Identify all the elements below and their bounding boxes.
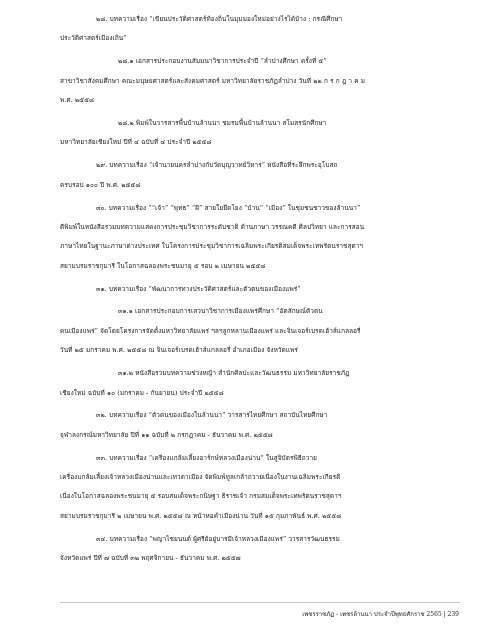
entry-30-title: ๓๐. บทความเรื่อง ““เจ้า” “พุทธ” “ผี” สายใยยึดโยง “บ้าน” “เมือง” ในชุมชนชาวของล้านนา” bbox=[96, 203, 361, 212]
entry-32-cont: จุฬาลงกรณ์มหาวิทยาลัย ปีที่ ๑๑ ฉบับที่ ๒ กรกฎาคม - ธันวาคม พ.ศ. ๒๕๕๘ bbox=[60, 430, 273, 439]
entry-28-1-cont: สาขาวิชาสังคมศึกษา คณะมนุษยศาสตร์และสังคมศาสตร์ มหาวิทยาลัยราชภัฏลำปาง วันที่ ๒๒ ก ร ก ฎ า ค ม bbox=[60, 76, 366, 85]
footer-divider bbox=[60, 602, 460, 603]
entry-28-1-date: พ.ศ. ๒๕๕๘ bbox=[60, 96, 95, 105]
entry-28-2: ๒๘.๒ พิมพ์ในวารสารพื้นบ้านล้านนา ชมรมพื้นบ้านล้านนา สโมสรนักศึกษา bbox=[118, 118, 327, 127]
entry-31-1-cont-2: วันที่ ๒๕ มกราคม พ.ศ. ๒๕๕๘ ณ จินเจอร์เบรดเฮ้าส์แกลลอรี่ อำเภอเมือง จังหวัดแพร่ bbox=[60, 346, 298, 355]
entry-31-title: ๓๑. บทความเรื่อง “พัฒนาการทางประวัติศาสตร์และตัวตนของเมืองแพร่” bbox=[96, 284, 301, 293]
entry-29-title: ๒๙. บทความเรื่อง “เจ้านายนครลำปางกับวัดบุญวาทย์วิหาร” หนังสือที่ระลึกพระอุโบสถ bbox=[96, 161, 338, 170]
entry-34-title: ๓๔. บทความเรื่อง “พญาไชยนนต์ ผู้ศรีย้อยู่บารมีเจ้าหลวงเมืองแพร่” วารสารวัฒนธรรม bbox=[96, 534, 340, 543]
entry-32-title: ๓๒. บทความเรื่อง “ตัวตนของเมืองในล้านนา” วารสารไทยศึกษา สถาบันไทยศึกษา bbox=[96, 411, 328, 420]
entry-31-1: ๓๑.๑ เอกสารประกอบการเสวนาวิชาการเมืองแพร่ศึกษา “อัตลักษณ์ตัวตน bbox=[118, 307, 323, 316]
entry-33-title: ๓๓. บทความเรื่อง “เครื่องแกล้มเลี้ยงอาร์กษ์หลวงเมืองน่าน” ในสูจิบัตรพิธีถวาย bbox=[96, 453, 317, 462]
entry-28-1: ๒๘.๑ เอกสารประกอบงานสัมมนาวิชาการประจำปี “ลำปางศึกษา ครั้งที่ ๕” bbox=[118, 57, 327, 66]
entry-29-cont: ครบรอบ ๑๐๐ ปี พ.ศ. ๒๕๕๘ bbox=[60, 180, 141, 189]
entry-33-cont-2: เนื่องในโอกาสฉลองพระชนมายุ ๕ รอบสมเด็จพระกนิษฐา ธิราชเจ้า กรมสมเด็จพระเทพรัตนราชสุดาฯ bbox=[60, 492, 342, 501]
entry-34-cont: จังหวัดแพร่ ปีที่ ๗ ฉบับที่ ๓๒ พฤศจิกายน - ธันวาคม พ.ศ. ๒๕๕๗ bbox=[60, 554, 241, 563]
page-footer: เพชรราชภัฏ - เพชรล้านนา ประจำปีพุทธศักราช 2565 | 239 bbox=[302, 611, 459, 618]
entry-33-cont-1: เครื่องแกล้มเลี้ยงเจ้าหลวงเมืองน่านและเทวดาเมือง จัดพิมพ์ทูลเกล้าถวายเนื่องในงานเฉลิมพระเกียรติ bbox=[60, 473, 341, 482]
entry-28-title-cont: ประวัติศาสตร์เมืองเถิน” bbox=[60, 34, 127, 43]
entry-30-cont-1: ตีพิมพ์ในหนังสือรวมบทความแสดงการประชุมวิชาการระดับชาติ ด้านภาษา วรรณคดี ศิลปวิทยา และการสอน bbox=[60, 222, 365, 231]
body-text bbox=[60, 10, 460, 569]
entry-28-title: ๒๘. บทความเรื่อง “เขียนประวัติศาสตร์ท้องถิ่นในมุมมองใหม่อย่างไรได้บ้าง : กรณีศึกษา bbox=[96, 15, 343, 23]
entry-33-cont-3: สยามบรมราชกุมารี ๒ เมษายน พ.ศ. ๒๕๕๘ ณ หน้าหอคำเมืองน่าน วันที่ ๑๕ กุมภาพันธ์ พ.ศ. ๒๕๕๘ bbox=[60, 511, 342, 520]
entry-30-cont-2: ภาษาไทยในฐานะภาษาต่างประเทศ ในโครงการประชุมวิชาการเฉลิมพระเกียรติสมเด็จพระเทพรัตนราชสุดาฯ bbox=[60, 242, 364, 251]
entry-28-2-cont: มหาวิทยาลัยเชียงใหม่ ปีที่ ๔ ฉบับที่ ๔ ประจำปี ๒๕๕๘ bbox=[60, 138, 212, 147]
entry-31-1-cont-1: คนเมืองแพร่” จัดโดยโครงการจัดตั้งมหาวิทยาลัยแพร่ ฯลฯลูกหลานเมืองแพร่ และจินเจอร์เบรดเฮ้าส์แกลลอรี่ bbox=[60, 326, 361, 335]
entry-31-2: ๓๑.๒ หนังสือรวมบทความช่วงหญ้า สำนักศิลปะและวัฒนธรรม มหาวิทยาลัยราชภัฏ bbox=[118, 369, 350, 378]
entry-30-cont-3: สยามบรมราชกุมารี ในโอกาสฉลองพระชนมายุ ๕ รอบ ๒ เมษายน ๒๕๕๘ bbox=[60, 261, 266, 270]
entry-31-2-cont: เชียงใหม่ ฉบับที่ ๑๐ (มกราคม - กันยายน) ประจำปี ๒๕๕๘ bbox=[60, 388, 224, 397]
